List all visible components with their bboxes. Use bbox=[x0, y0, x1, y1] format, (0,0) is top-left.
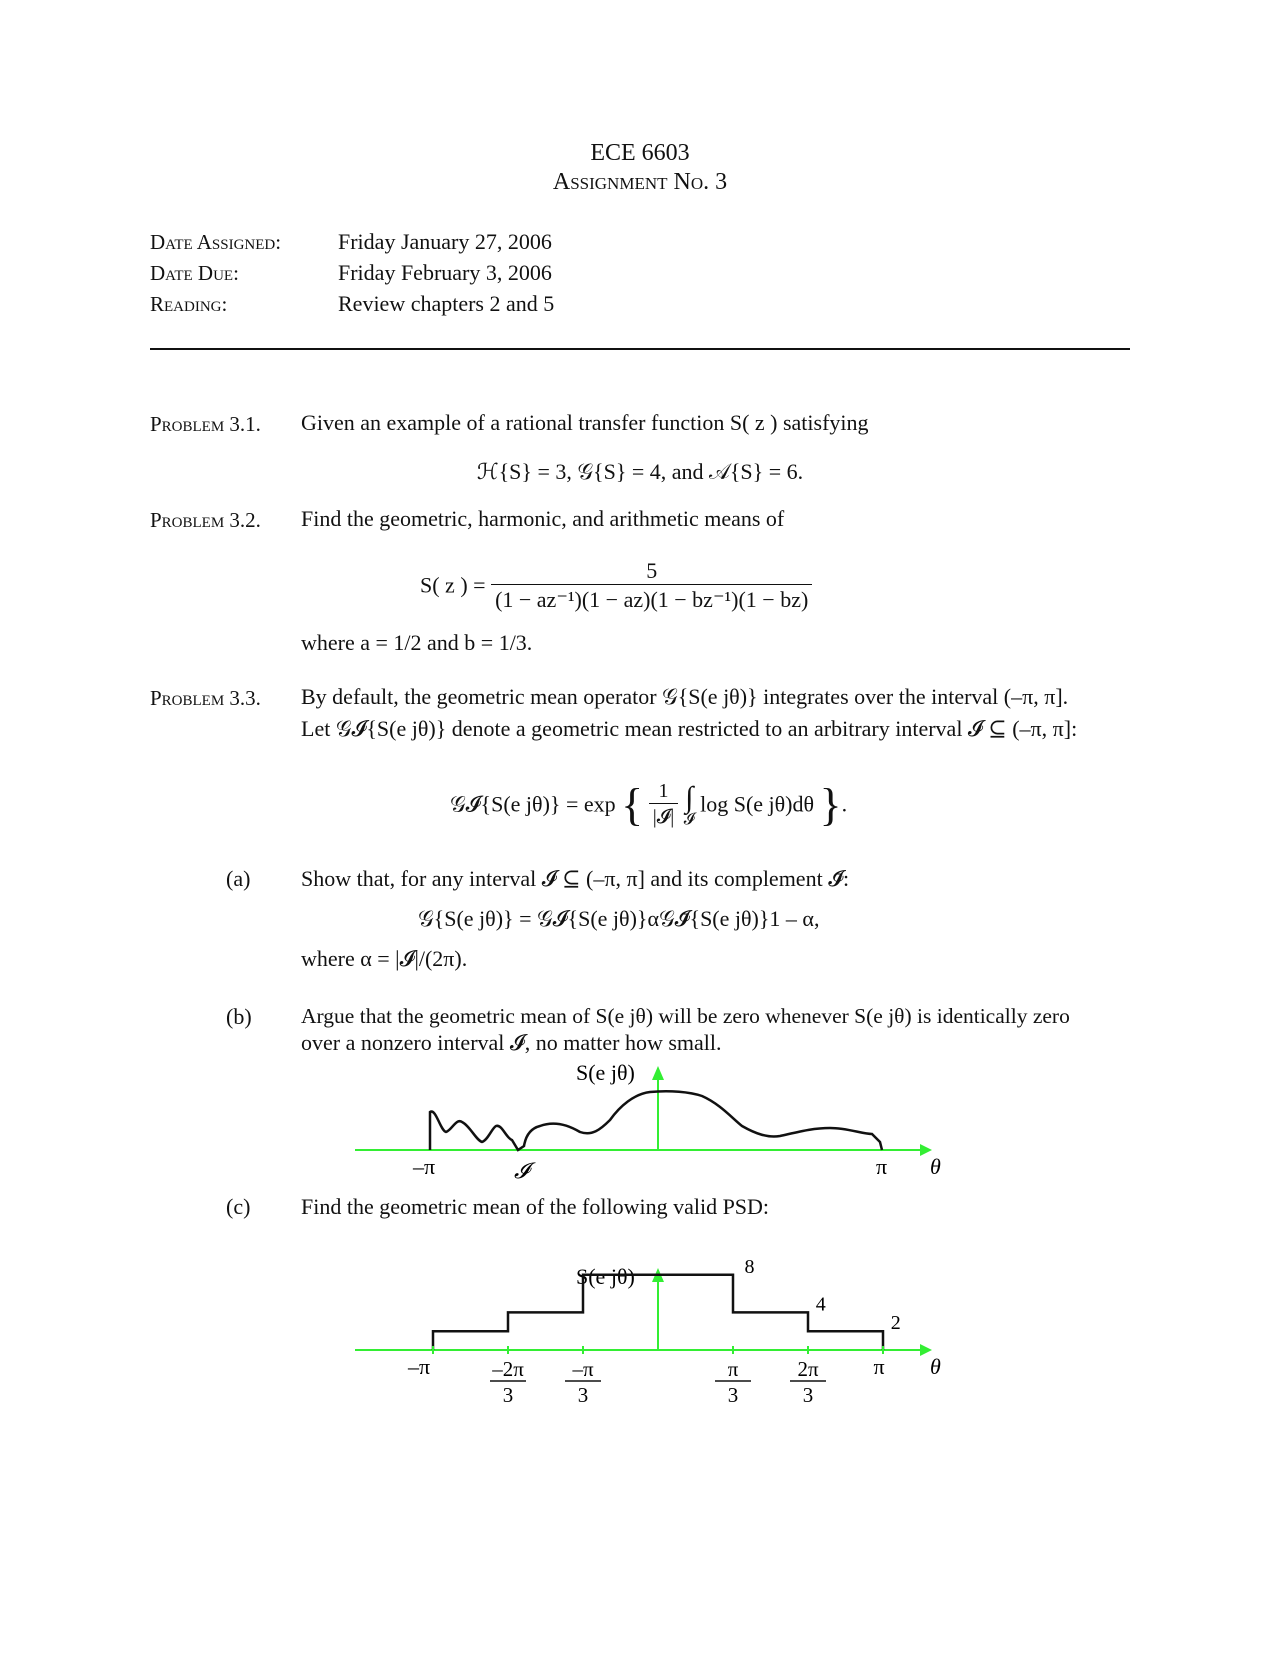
period: . bbox=[841, 791, 848, 817]
chart-theta-label: θ bbox=[930, 1354, 941, 1379]
course-title: ECE 6603 bbox=[590, 140, 690, 166]
problem-3-3-line2: Let 𝒢𝓘{S(e jθ)} denote a geometric mean restricted to an arbitrary interval 𝓘 ⊆ (–π, π]: bbox=[301, 716, 1078, 741]
x-tick-label-denominator: 3 bbox=[577, 1383, 589, 1407]
definition-numerator: 1 bbox=[658, 780, 669, 802]
tick-pi: π bbox=[876, 1154, 888, 1179]
x-tick-label-numerator: π bbox=[727, 1357, 739, 1381]
right-brace: } bbox=[819, 779, 842, 830]
tick-minus-pi: –π bbox=[413, 1154, 436, 1179]
s-axis-label: S(e jθ) bbox=[576, 1060, 635, 1085]
interval-label: 𝓘 bbox=[514, 1158, 529, 1183]
problem-3-1-label: Problem 3.1. bbox=[150, 412, 261, 436]
theta-label: θ bbox=[930, 1154, 941, 1179]
date-assigned-value: Friday January 27, 2006 bbox=[338, 229, 552, 254]
psd-curve bbox=[430, 1091, 882, 1150]
integral-sign: ∫ bbox=[685, 780, 694, 814]
problem-3-2-text: Find the geometric, harmonic, and arithmetic means of bbox=[301, 506, 785, 531]
problem-3-1-equation: ℋ{S} = 3, 𝒢{S} = 4, and 𝒜{S} = 6. bbox=[476, 459, 804, 484]
part-a-equation: 𝒢{S(e jθ)} = 𝒢𝓘{S(e jθ)}α𝒢𝓘̄{S(e jθ)}1 – α, bbox=[418, 906, 820, 931]
date-due-label: Date Due: bbox=[150, 261, 239, 285]
problem-3-2-label: Problem 3.2. bbox=[150, 508, 261, 532]
geometric-mean-definition bbox=[450, 778, 847, 831]
problem-3-2-where: where a = 1/2 and b = 1/3. bbox=[301, 630, 533, 655]
figure-c-chart bbox=[0, 1240, 1280, 1420]
part-b-text-line2: over a nonzero interval 𝓘, no matter how small. bbox=[301, 1030, 722, 1055]
problem-3-2-equation bbox=[420, 558, 812, 613]
part-c-label: (c) bbox=[226, 1194, 251, 1219]
header-divider bbox=[150, 348, 1130, 350]
equation-lhs: S( z ) = bbox=[420, 572, 486, 598]
problem-3-3-label: Problem 3.3. bbox=[150, 686, 261, 710]
x-tick-label-numerator: –π bbox=[572, 1357, 594, 1381]
reading-label: Reading: bbox=[150, 292, 228, 316]
x-tick-label-numerator: 2π bbox=[797, 1357, 819, 1381]
x-tick-label-denominator: 3 bbox=[727, 1383, 739, 1407]
integral bbox=[683, 780, 695, 828]
problem-3-3-line1: By default, the geometric mean operator 𝒢{S(e jθ)} integrates over the interval (–π, π]. bbox=[301, 684, 1069, 709]
reading-value: Review chapters 2 and 5 bbox=[338, 291, 555, 316]
part-a-label: (a) bbox=[226, 866, 251, 891]
denominator: (1 − az⁻¹)(1 − az)(1 − bz⁻¹)(1 − bz) bbox=[491, 584, 812, 613]
x-tick-label: π bbox=[873, 1354, 885, 1379]
definition-fraction bbox=[649, 780, 679, 829]
part-b-label: (b) bbox=[226, 1004, 252, 1029]
integral-domain: 𝓘 bbox=[683, 810, 695, 828]
part-a-text: Show that, for any interval 𝓘 ⊆ (–π, π] and its complement 𝓘̄: bbox=[301, 866, 850, 891]
x-tick-label-denominator: 3 bbox=[502, 1383, 514, 1407]
part-b-text-line1: Argue that the geometric mean of S(e jθ) will be zero whenever S(e jθ) is identically zero bbox=[301, 1004, 1070, 1028]
x-tick-label-numerator: –2π bbox=[492, 1357, 524, 1381]
x-tick-label-denominator: 3 bbox=[802, 1383, 814, 1407]
definition-denominator: |𝓘| bbox=[649, 803, 679, 829]
part-c-text: Find the geometric mean of the following valid PSD: bbox=[301, 1194, 770, 1219]
integrand: log S(e jθ)dθ bbox=[700, 791, 815, 817]
definition-lhs: 𝒢𝓘{S(e jθ)} = exp bbox=[450, 791, 616, 817]
assignment-title: Assignment No. 3 bbox=[552, 169, 728, 195]
date-due-value: Friday February 3, 2006 bbox=[338, 260, 552, 285]
part-a-where: where α = |𝓘|/(2π). bbox=[301, 946, 468, 971]
numerator: 5 bbox=[646, 558, 658, 583]
value-label: 2 bbox=[890, 1312, 901, 1335]
figure-b-plot bbox=[0, 1050, 1280, 1190]
chart-s-axis-label: S(e jθ) bbox=[576, 1264, 635, 1289]
problem-3-1-text: Given an example of a rational transfer function S( z ) satisfying bbox=[301, 410, 869, 435]
date-assigned-label: Date Assigned: bbox=[150, 230, 282, 254]
s-axis-arrow bbox=[652, 1066, 664, 1080]
value-label: 8 bbox=[744, 1255, 755, 1278]
fraction bbox=[491, 558, 812, 613]
x-tick-label: –π bbox=[407, 1354, 431, 1379]
left-brace: { bbox=[621, 779, 644, 830]
value-label: 4 bbox=[815, 1293, 826, 1316]
